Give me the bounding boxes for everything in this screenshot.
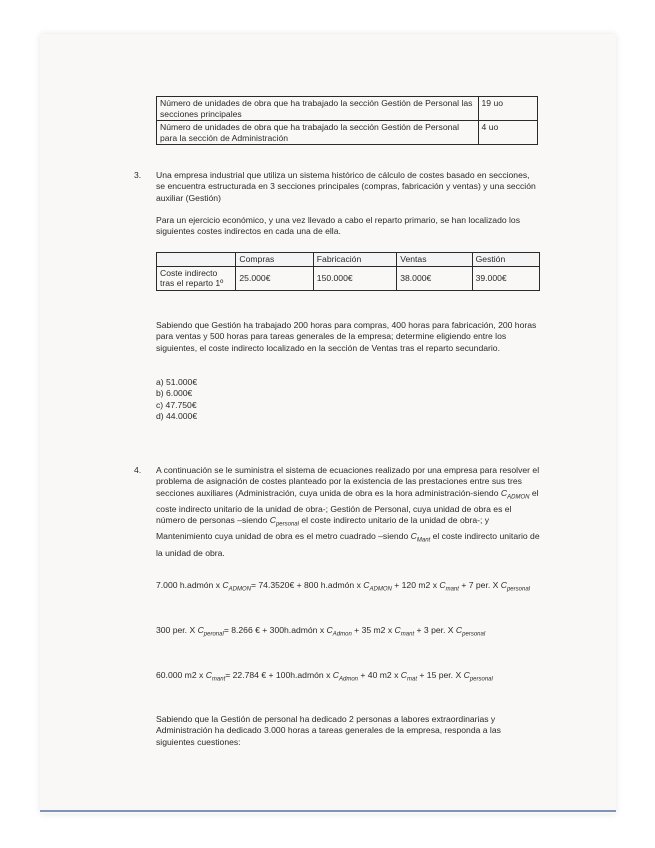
question-4-number: 4.: [134, 465, 142, 475]
symbol: [463, 670, 493, 683]
text: = 8.266 € + 300h.admón x: [223, 625, 327, 635]
text: 60.000 m2 x: [156, 670, 206, 680]
symbol-c: C: [326, 625, 333, 635]
symbol-c: C: [463, 670, 470, 680]
question-4-paragraph-2: Sabiendo que la Gestión de personal ha dedicado 2 personas a labores extraordinarias y Administración ha dedicado 3.000 horas a tareas generales de la empresa, responda a las siguientes cuestiones:: [156, 714, 501, 747]
symbol-c: C: [500, 487, 508, 498]
symbol: [332, 670, 358, 683]
symbol: [205, 670, 226, 683]
symbol-sub: mant: [211, 676, 226, 683]
symbol-c: C: [205, 670, 212, 680]
symbol-c: C: [394, 625, 401, 635]
symbol-sub: Mant: [416, 538, 431, 545]
text: A continuación se le suministra el sistema de ecuaciones realizado por una empresa para resolver el problema de asignación de costes planteado por la existencia de las prestaciones entre sus tres secciones auxiliares (Administración, cuya unida de obra es la hora administración-siendo: [156, 465, 540, 498]
table-row: [157, 266, 540, 290]
question-3-options: [156, 377, 540, 423]
table-header: Compras: [236, 253, 313, 267]
text: el coste indirecto unitario de la unidad de obra-; y Mantenimiento cuya unidad de obra es el metro cuadrado –siendo: [156, 515, 490, 542]
question-3-paragraph-1: Una empresa industrial que utiliza un sistema histórico de cálculo de costes basado en secciones, se encuentra estructurada en 3 secciones principales (compras, fabricación y ventas) y una sección auxiliar (Gestión): [156, 170, 536, 203]
symbol-sub: personal: [469, 676, 493, 683]
symbol-sub: personal: [506, 586, 530, 593]
text: el coste indirecto unitario de la unidad de obra-; Gestión de Personal, cuya unidad de obra es el número de personas –siendo: [156, 487, 539, 526]
option-b: b) 6.000€: [156, 388, 193, 399]
table-cell: Número de unidades de obra que ha trabajado la sección Gestión de Personal para la sección de Administración: [157, 121, 479, 145]
symbol: [222, 580, 251, 593]
symbol: [394, 625, 415, 638]
symbol-c: C: [410, 531, 417, 542]
symbol-sub: personal: [462, 631, 486, 638]
table-header: Gestión: [472, 253, 539, 267]
symbol: [410, 531, 431, 545]
symbol-c: C: [363, 580, 370, 590]
table-row: [157, 97, 538, 121]
text: + 35 m2 x: [351, 625, 395, 635]
table-cell: Coste indirecto tras el reparto 1º: [157, 266, 236, 290]
symbol: [326, 625, 352, 638]
option-d: d) 44.000€: [156, 411, 198, 422]
question-4-paragraph-1: [156, 465, 540, 559]
table-cell: 4 uo: [478, 121, 537, 145]
symbol-c: C: [400, 670, 407, 680]
symbol-sub: mat: [406, 676, 417, 683]
question-3-paragraph-2: Para un ejercicio económico, y una vez llevado a cabo el reparto primario, se han localizado los siguientes costes indirectos en cada una de ella.: [156, 215, 521, 237]
table-cell: 150.000€: [313, 266, 396, 290]
units-table: [156, 96, 538, 145]
costs-table: [156, 252, 540, 291]
symbol: [400, 670, 417, 683]
table-cell: Número de unidades de obra que ha trabajado la sección Gestión de Personal las secciones principales: [157, 97, 479, 121]
text: + 15 per. X: [417, 670, 464, 680]
symbol-c: C: [222, 580, 229, 590]
equation-2: [156, 625, 540, 641]
text: = 74.3520€ + 800 h.admón x: [250, 580, 364, 590]
symbol-c: C: [455, 625, 463, 635]
symbol-c: C: [197, 625, 204, 635]
symbol-sub: peronal: [203, 631, 224, 638]
question-3-number: 3.: [134, 170, 142, 180]
symbol-sub: Admon: [338, 676, 358, 683]
option-a: a) 51.000€: [156, 377, 198, 387]
symbol-c: C: [332, 670, 339, 680]
text: + 7 per. X: [458, 580, 501, 590]
symbol: [455, 625, 486, 638]
text: + 40 m2 x: [358, 670, 401, 680]
equation-3: [156, 670, 540, 686]
symbol-sub: ADMON: [507, 494, 530, 501]
symbol-c: C: [269, 515, 276, 526]
table-row: [157, 121, 538, 145]
equation-1: [156, 580, 540, 596]
table-header: Fabricación: [313, 253, 396, 267]
question-3-paragraph-3: Sabiendo que Gestión ha trabajado 200 horas para compras, 400 horas para fabricación, 200 horas para ventas y 500 horas para tareas generales de la empresa; determine eligiendo entre los siguientes, el coste indirecto localizado en la sección de Ventas tras el reparto secundario.: [156, 320, 537, 353]
symbol: [500, 487, 530, 501]
symbol: [439, 580, 459, 593]
table-cell: 39.000€: [472, 266, 539, 290]
symbol-sub: personal: [275, 522, 299, 529]
option-c: c) 47.750€: [156, 399, 197, 410]
text: + 3 per. X: [414, 625, 456, 635]
text: 300 per. X: [156, 625, 198, 635]
text: + 120 m2 x: [391, 580, 440, 590]
table-header-row: [157, 253, 540, 267]
text: 7.000 h.admón x: [156, 580, 223, 590]
symbol-sub: ADMON: [228, 586, 251, 593]
symbol-c: C: [500, 580, 507, 590]
symbol: [500, 580, 530, 593]
symbol: [363, 580, 392, 593]
symbol-sub: ADMON: [369, 586, 392, 593]
symbol-sub: Admon: [332, 631, 352, 638]
table-cell: 19 uo: [478, 97, 537, 121]
text: = 22.784 € + 100h.admón x: [225, 670, 333, 680]
symbol-sub: mant: [445, 586, 459, 593]
symbol: [269, 515, 299, 529]
table-cell: 38.000€: [397, 266, 472, 290]
symbol-c: C: [439, 580, 446, 590]
symbol: [197, 625, 224, 638]
table-header: [157, 253, 236, 267]
table-header: Ventas: [397, 253, 472, 267]
text: el coste indirecto unitario de la unidad de obra.: [156, 531, 540, 558]
table-cell: 25.000€: [236, 266, 313, 290]
symbol-sub: mant: [400, 631, 415, 638]
